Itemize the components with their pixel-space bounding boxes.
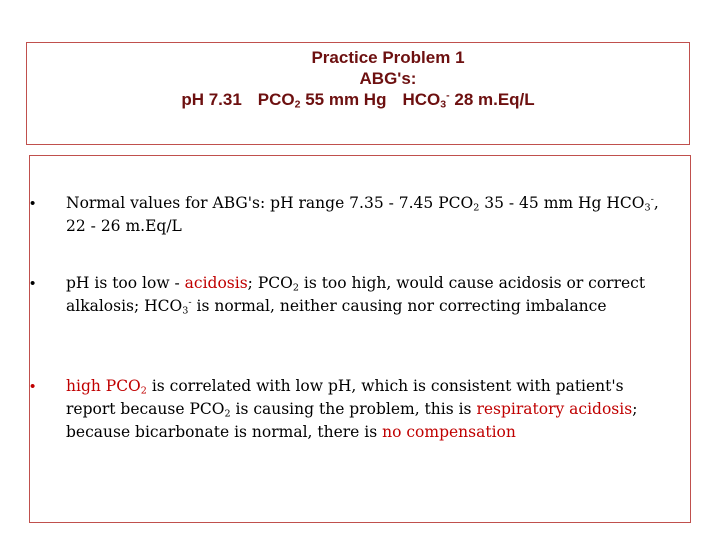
respiratory-acidosis-highlight: respiratory acidosis [476, 400, 633, 418]
title-hco3: $HCO_3^-$ 28 m.Eq/L [402, 89, 535, 111]
title-ph: pH 7.31 [181, 90, 242, 109]
bullet-text: high $PCO_2$ is correlated with low pH, which is consistent with patient's report because $PCO_2$ is causing the problem, this is respiratory acidosis; because bicarbonate is normal, there is no compensation [66, 377, 638, 441]
bullet-icon: • [30, 275, 36, 292]
bullet-item-normal-values [30, 192, 680, 238]
no-compensation-highlight: no compensation [382, 423, 516, 441]
bullet-text: pH is too low - acidosis; $PCO_2$ is too high, would cause acidosis or correct alkalosis; $HCO_3^-$ is normal, neither causing nor correcting imbalance [66, 274, 646, 317]
bullet-icon: • [30, 378, 36, 395]
bullet-item-high-pco2 [30, 375, 680, 444]
content-box [29, 155, 691, 523]
bullet-icon: • [30, 195, 36, 212]
title-pco2: $PCO_2$ 55 mm Hg [257, 90, 387, 111]
title-line-2: ABG's: [359, 69, 417, 88]
bullet-text: Normal values for ABG's: pH range 7.35 - 7.45 $PCO_2$ 35 - 45 mm Hg $HCO_3^-$, 22 - 26 m.Eq/L [66, 194, 659, 235]
title-line-1: Practice Problem 1 [311, 48, 465, 67]
title-box [26, 42, 690, 145]
bullet-item-ph-low [30, 272, 680, 318]
title-line-3 [27, 89, 689, 110]
acidosis-highlight: acidosis [184, 274, 248, 292]
